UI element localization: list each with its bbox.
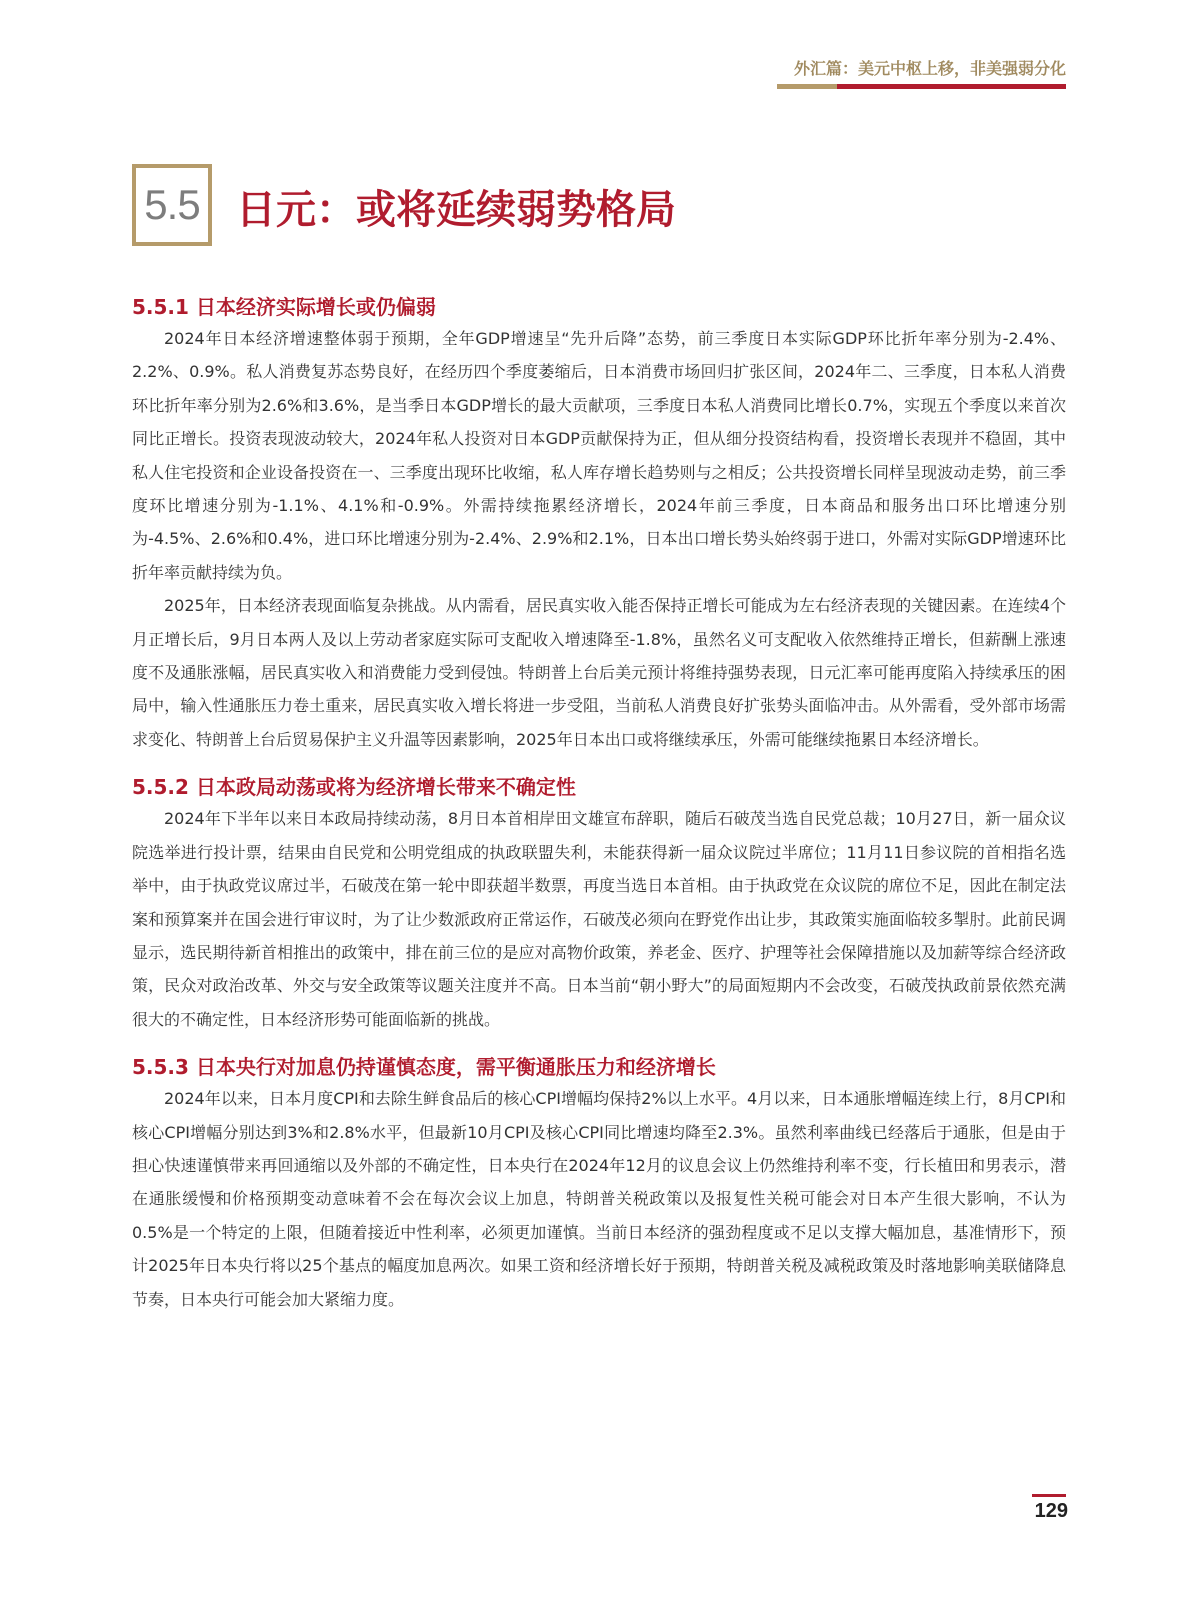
section-number-box: 5.5 — [132, 164, 212, 246]
paragraph: 2025年，日本经济表现面临复杂挑战。从内需看，居民真实收入能否保持正增长可能成为左右经济表现的关键因素。在连续4个月正增长后，9月日本两人及以上劳动者家庭实际可支配收入增速降至-1.8%，虽然名义可支配收入依然维持正增长，但薪酬上涨速度不及通胀涨幅，居民真实收入和消费能力受到侵蚀。特朗普上台后美元预计将维持强势表现，日元汇率可能再度陷入持续承压的困局中，输入性通胀压力卷土重来，居民真实收入增长将进一步受阻，当前私人消费良好扩张势头面临冲击。从外需看，受外部市场需求变化、特朗普上台后贸易保护主义升温等因素影响，2025年日本出口或将继续承压，外需可能继续拖累日本经济增长。 — [132, 596, 1066, 749]
content-body — [132, 292, 1066, 1316]
paragraph: 2024年下半年以来日本政局持续动荡，8月日本首相岸田文雄宣布辞职，随后石破茂当选自民党总裁；10月27日，新一届众议院选举进行投计票，结果由自民党和公明党组成的执政联盟失利，未能获得新一届众议院过半席位；11月11日参议院的首相指名选举中，由于执政党议席过半，石破茂在第一轮中即获超半数票，再度当选日本首相。由于执政党在众议院的席位不足，因此在制定法案和预算案并在国会进行审议时，为了让少数派政府正常运作，石破茂必须向在野党作出让步，其政策实施面临较多掣肘。此前民调显示，选民期待新首相推出的政策中，排在前三位的是应对高物价政策，养老金、医疗、护理等社会保障措施以及加薪等综合经济政策，民众对政治改革、外交与安全政策等议题关注度并不高。日本当前“朝小野大”的局面短期内不会改变，石破茂执政前景依然充满很大的不确定性，日本经济形势可能面临新的挑战。 — [132, 809, 1066, 1029]
paragraph: 2024年以来，日本月度CPI和去除生鲜食品后的核心CPI增幅均保持2%以上水平。4月以来，日本通胀增幅连续上行，8月CPI和核心CPI增幅分别达到3%和2.8%水平，但最新10月CPI及核心CPI同比增速均降至2.3%。虽然利率曲线已经落后于通胀，但是由于担心快速谨慎带来再回通缩以及外部的不确定性，日本央行在2024年12月的议息会议上仍然维持利率不变，行长植田和男表示，潜在通胀缓慢和价格预期变动意味着不会在每次会议上加息，特朗普关税政策以及报复性关税可能会对日本产生很大影响，不认为0.5%是一个特定的上限，但随着接近中性利率，必须更加谨慎。当前日本经济的强劲程度或不足以支撑大幅加息，基准情形下，预计2025年日本央行将以25个基点的幅度加息两次。如果工资和经济增长好于预期，特朗普关税及减税政策及时落地影响美联储降息节奏，日本央行可能会加大紧缩力度。 — [132, 1089, 1066, 1309]
header-rule — [777, 84, 1066, 89]
running-header: 外汇篇：美元中枢上移，非美强弱分化 — [793, 59, 1066, 78]
subsection-heading-5-5-2: 5.5.2 日本政局动荡或将为经济增长带来不确定性 — [132, 775, 576, 800]
header-rule-gold — [777, 84, 837, 89]
page-number-rule — [1032, 1494, 1066, 1497]
subsection-heading-5-5-1: 5.5.1 日本经济实际增长或仍偏弱 — [132, 295, 436, 319]
section-title: 日元：或将延续弱势格局 — [236, 187, 676, 233]
paragraph: 2024年日本经济增速整体弱于预期，全年GDP增速呈“先升后降”态势，前三季度日本实际GDP环比折年率分别为-2.4%、2.2%、0.9%。私人消费复苏态势良好，在经历四个季度萎缩后，日本消费市场回归扩张区间，2024年二、三季度，日本私人消费环比折年率分别为2.6%和3.6%，是当季日本GDP增长的最大贡献项，三季度日本私人消费同比增长0.7%，实现五个季度以来首次同比正增长。投资表现波动较大，2024年私人投资对日本GDP贡献保持为正，但从细分投资结构看，投资增长表现并不稳固，其中私人住宅投资和企业设备投资在一、三季度出现环比收缩，私人库存增长趋势则与之相反；公共投资增长同样呈现波动走势，前三季度环比增速分别为-1.1%、4.1%和-0.9%。外需持续拖累经济增长，2024年前三季度，日本商品和服务出口环比增速分别为-4.5%、2.6%和0.4%，进口环比增速分别为-2.4%、2.9%和2.1%，日本出口增长势头始终弱于进口，外需对实际GDP增速环比折年率贡献持续为负。 — [132, 329, 1066, 582]
header-rule-red — [837, 84, 1066, 89]
subsection-heading-5-5-3: 5.5.3 日本央行对加息仍持谨慎态度，需平衡通胀压力和经济增长 — [132, 1055, 716, 1080]
page-number: 129 — [1034, 1500, 1068, 1522]
